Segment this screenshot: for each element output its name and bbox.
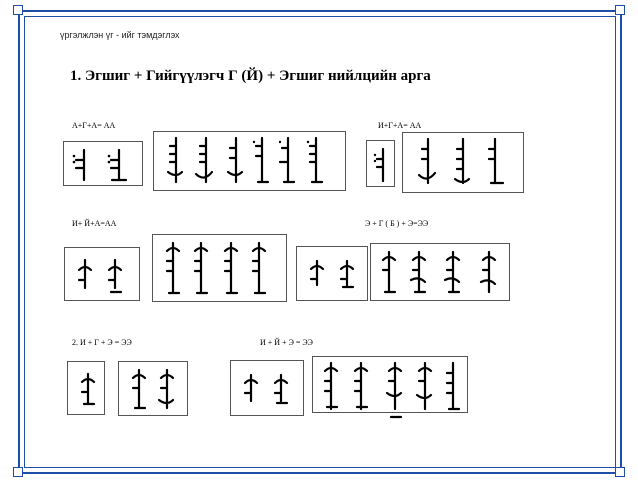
- mongolian-script-example: [371, 244, 511, 302]
- page-title: 1. Эгшиг + Гийгүүлэгч Г (Й) + Эгшиг нийлцийн арга: [70, 68, 431, 84]
- rule-label-a-g-a: А+Г+А= АА: [72, 121, 116, 130]
- example-box-3d: [312, 356, 468, 413]
- example-box-2d: [370, 243, 510, 301]
- example-box-2c: [296, 246, 368, 301]
- rule-label-i-g-e: 2. И + Г + Э = ЭЭ: [72, 338, 132, 347]
- rule-label-i-y-e: И + Й + Э = ЭЭ: [260, 338, 313, 347]
- rule-label-i-y-a: И+ Й+А=АА: [72, 219, 117, 228]
- example-box-2a: [64, 247, 140, 301]
- rule-label-i-g-a: И+Г+А= АА: [378, 121, 422, 130]
- example-box-3a: [67, 361, 105, 415]
- corner-ornament-br: [615, 467, 625, 477]
- example-box-1c: [366, 140, 395, 187]
- mongolian-script-example: [153, 235, 288, 303]
- header-text: үргэлжлэн үг - ийг тэмдэглэх: [60, 30, 180, 40]
- mongolian-script-example: [313, 357, 469, 414]
- rule-label-e-g-e: Э + Г ( Б ) + Э=ЭЭ: [365, 219, 429, 228]
- corner-ornament-bl: [13, 467, 23, 477]
- example-box-1a: [63, 141, 143, 186]
- mongolian-script-example: [154, 132, 347, 192]
- mongolian-script-example: [403, 133, 525, 194]
- corner-ornament-tl: [13, 5, 23, 15]
- mongolian-script-example: [64, 142, 144, 187]
- example-box-2b: [152, 234, 287, 302]
- mongolian-script-example: [231, 361, 305, 417]
- mongolian-script-example: [119, 362, 189, 417]
- mongolian-script-example: [367, 141, 396, 188]
- example-box-1b: [153, 131, 346, 191]
- example-box-3b: [118, 361, 188, 416]
- example-box-1d: [402, 132, 524, 193]
- example-box-3c: [230, 360, 304, 416]
- mongolian-script-example: [65, 248, 141, 302]
- mongolian-script-example: [68, 362, 106, 416]
- corner-ornament-tr: [615, 5, 625, 15]
- mongolian-script-example: [297, 247, 369, 302]
